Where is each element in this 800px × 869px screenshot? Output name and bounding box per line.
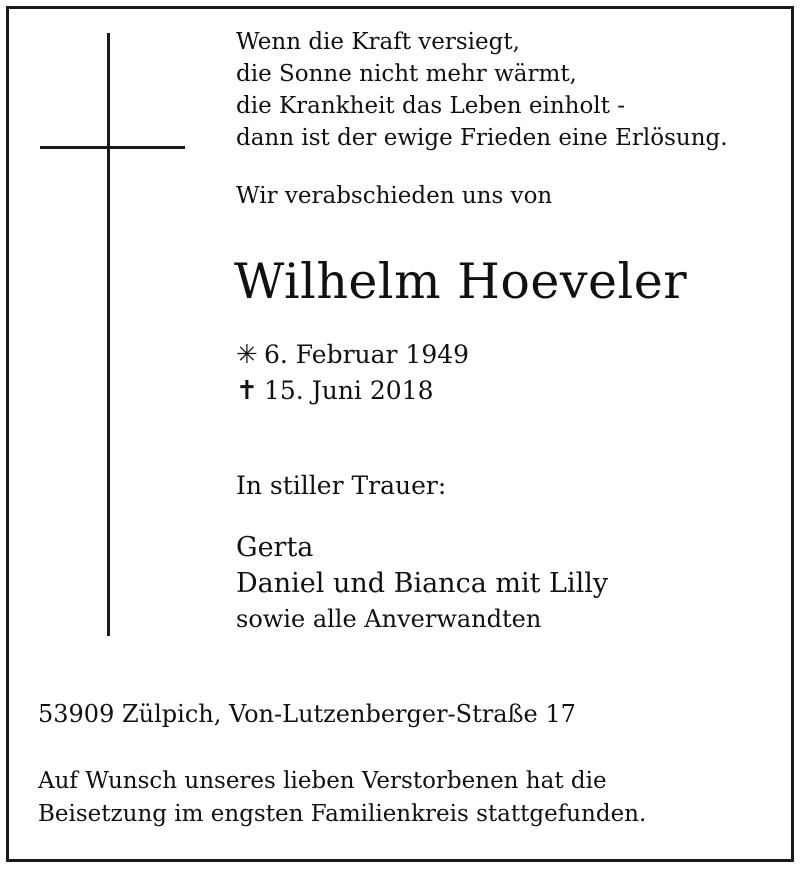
notice-line: Auf Wunsch unseres lieben Verstorbenen hat die bbox=[38, 768, 607, 794]
family-list bbox=[236, 530, 608, 636]
poem-line: die Krankheit das Leben einholt - bbox=[236, 93, 625, 119]
mourning-text: In stiller Trauer: bbox=[236, 471, 447, 500]
poem-line: Wenn die Kraft versiegt, bbox=[236, 29, 520, 55]
deceased-name: Wilhelm Hoeveler bbox=[234, 253, 688, 310]
poem-line: dann ist der ewige Frieden eine Erlösung. bbox=[236, 125, 728, 151]
cross-vertical-beam bbox=[107, 33, 110, 636]
death-row bbox=[236, 373, 469, 409]
poem-line: die Sonne nicht mehr wärmt, bbox=[236, 61, 577, 87]
farewell-text: Wir verabschieden uns von bbox=[236, 183, 553, 209]
family-member: Daniel und Bianca mit Lilly bbox=[236, 568, 609, 599]
cross-horizontal-beam bbox=[40, 146, 185, 149]
death-date: 15. Juni 2018 bbox=[264, 376, 434, 405]
death-cross-icon: ✝ bbox=[236, 376, 258, 406]
notice-line: Beisetzung im engsten Familienkreis stattgefunden. bbox=[38, 801, 647, 827]
birth-date: 6. Februar 1949 bbox=[264, 340, 470, 369]
life-dates bbox=[236, 337, 469, 409]
poem bbox=[236, 26, 728, 154]
birth-star-icon: ✳ bbox=[236, 340, 258, 370]
burial-notice bbox=[38, 765, 646, 831]
family-relatives: sowie alle Anverwandten bbox=[236, 605, 542, 633]
address: 53909 Zülpich, Von-Lutzenberger-Straße 17 bbox=[38, 700, 576, 728]
birth-row bbox=[236, 337, 469, 373]
family-member: Gerta bbox=[236, 532, 314, 563]
